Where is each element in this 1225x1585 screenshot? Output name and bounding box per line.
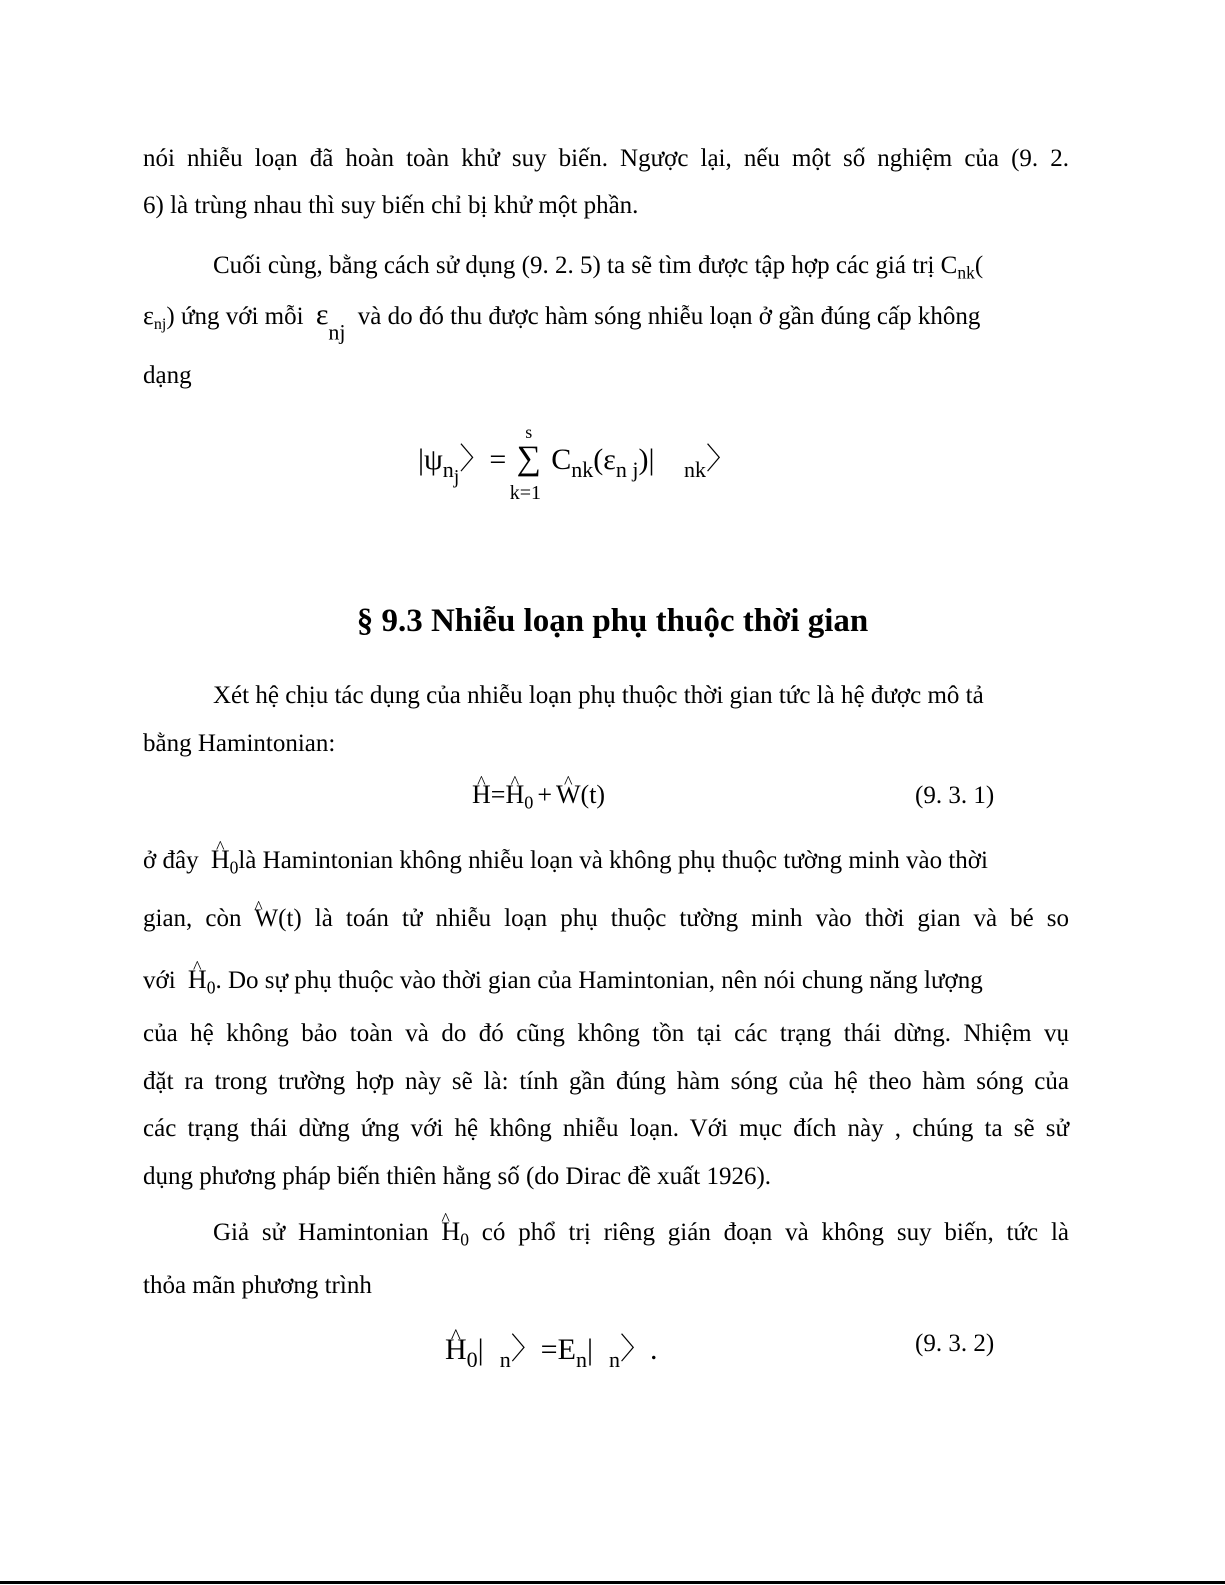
equation-number-9-3-2: (9. 3. 2) — [915, 1330, 995, 1357]
paragraph-4-line-5: đặt ra trong trường hợp này sẽ là: tính gần đúng hàm sóng của hệ theo hàm sóng của — [143, 1068, 1069, 1095]
page-bottom-rule — [0, 1581, 1225, 1584]
paragraph-5-line-1: Giả sử Hamintonian ^ $H_0$ có phổ trị riêng gián đoạn và không suy biến, tức là — [213, 1217, 1069, 1247]
paragraph-3-line-2: bằng Hamintonian: — [143, 730, 336, 757]
sigma-icon: ∑ — [516, 440, 541, 477]
equation-wavefunction-sum: $|\psi_{nj}$〉= s ∑ k=1 $C_{nk}(\varepsilon_{n j})|$ $_{nk}$〉 — [418, 422, 737, 504]
paragraph-4-line-6: các trạng thái dừng ứng với hệ không nhiễu loạn. Với mục đích này , chúng ta sẽ sử — [143, 1115, 1069, 1142]
sigma-upper-limit: s — [525, 422, 533, 442]
section-heading: § 9.3 Nhiễu loạn phụ thuộc thời gian — [356, 603, 869, 639]
paragraph-4-line-2: gian, còn ^ W(t) là toán tử nhiễu loạn phụ thuộc tường minh vào thời gian và bé so — [143, 905, 1069, 933]
paragraph-2-line-3: dạng — [143, 362, 192, 389]
equation-9-3-1: ^ H=^ $H_0$ +^ W(t) — [472, 780, 605, 810]
paragraph-3-line-1: Xét hệ chịu tác dụng của nhiễu loạn phụ thuộc thời gian tức là hệ được mô tả — [213, 682, 984, 709]
paragraph-1-line-2: 6) là trùng nhau thì suy biến chỉ bị khử một phần. — [143, 192, 639, 219]
equation-number-9-3-1: (9. 3. 1) — [915, 782, 995, 809]
paragraph-4-line-4: của hệ không bảo toàn và do đó cũng không tồn tại các trạng thái dừng. Nhiệm vụ — [143, 1020, 1069, 1047]
paragraph-1-line-1: nói nhiễu loạn đã hoàn toàn khử suy biến. Ngược lại, nếu một số nghiệm của (9. 2. — [143, 145, 1069, 172]
paragraph-2-line-1: Cuối cùng, bằng cách sử dụng (9. 2. 5) ta sẽ tìm được tập hợp các giá trị $C_{nk}$( — [213, 252, 984, 283]
paragraph-4-line-7: dụng phương pháp biến thiên hằng số (do Dirac đề xuất 1926). — [143, 1163, 772, 1190]
paragraph-2-line-2: $\varepsilon_{nj}$) ứng với mỗi $\varepsilon_{nj}$ và do đó thu được hàm sóng nhiễu loạn ở gần đúng cấp không — [143, 298, 981, 345]
paragraph-5-line-2: thỏa mãn phương trình — [143, 1272, 372, 1299]
paragraph-4-line-1: ở đây ^ $H_0là$ Hamintonian không nhiễu loạn và không phụ thuộc tường minh vào thời — [143, 845, 988, 875]
sigma-lower-limit: k=1 — [509, 482, 542, 504]
paragraph-4-line-3: với ^ $H_0$. Do sự phụ thuộc vào thời gian của Hamintonian, nên nói chung năng lượng — [143, 965, 983, 995]
equation-9-3-2: ^ $H_0|$ $_n$〉$=E_n|$ $_n$〉. — [445, 1324, 657, 1368]
